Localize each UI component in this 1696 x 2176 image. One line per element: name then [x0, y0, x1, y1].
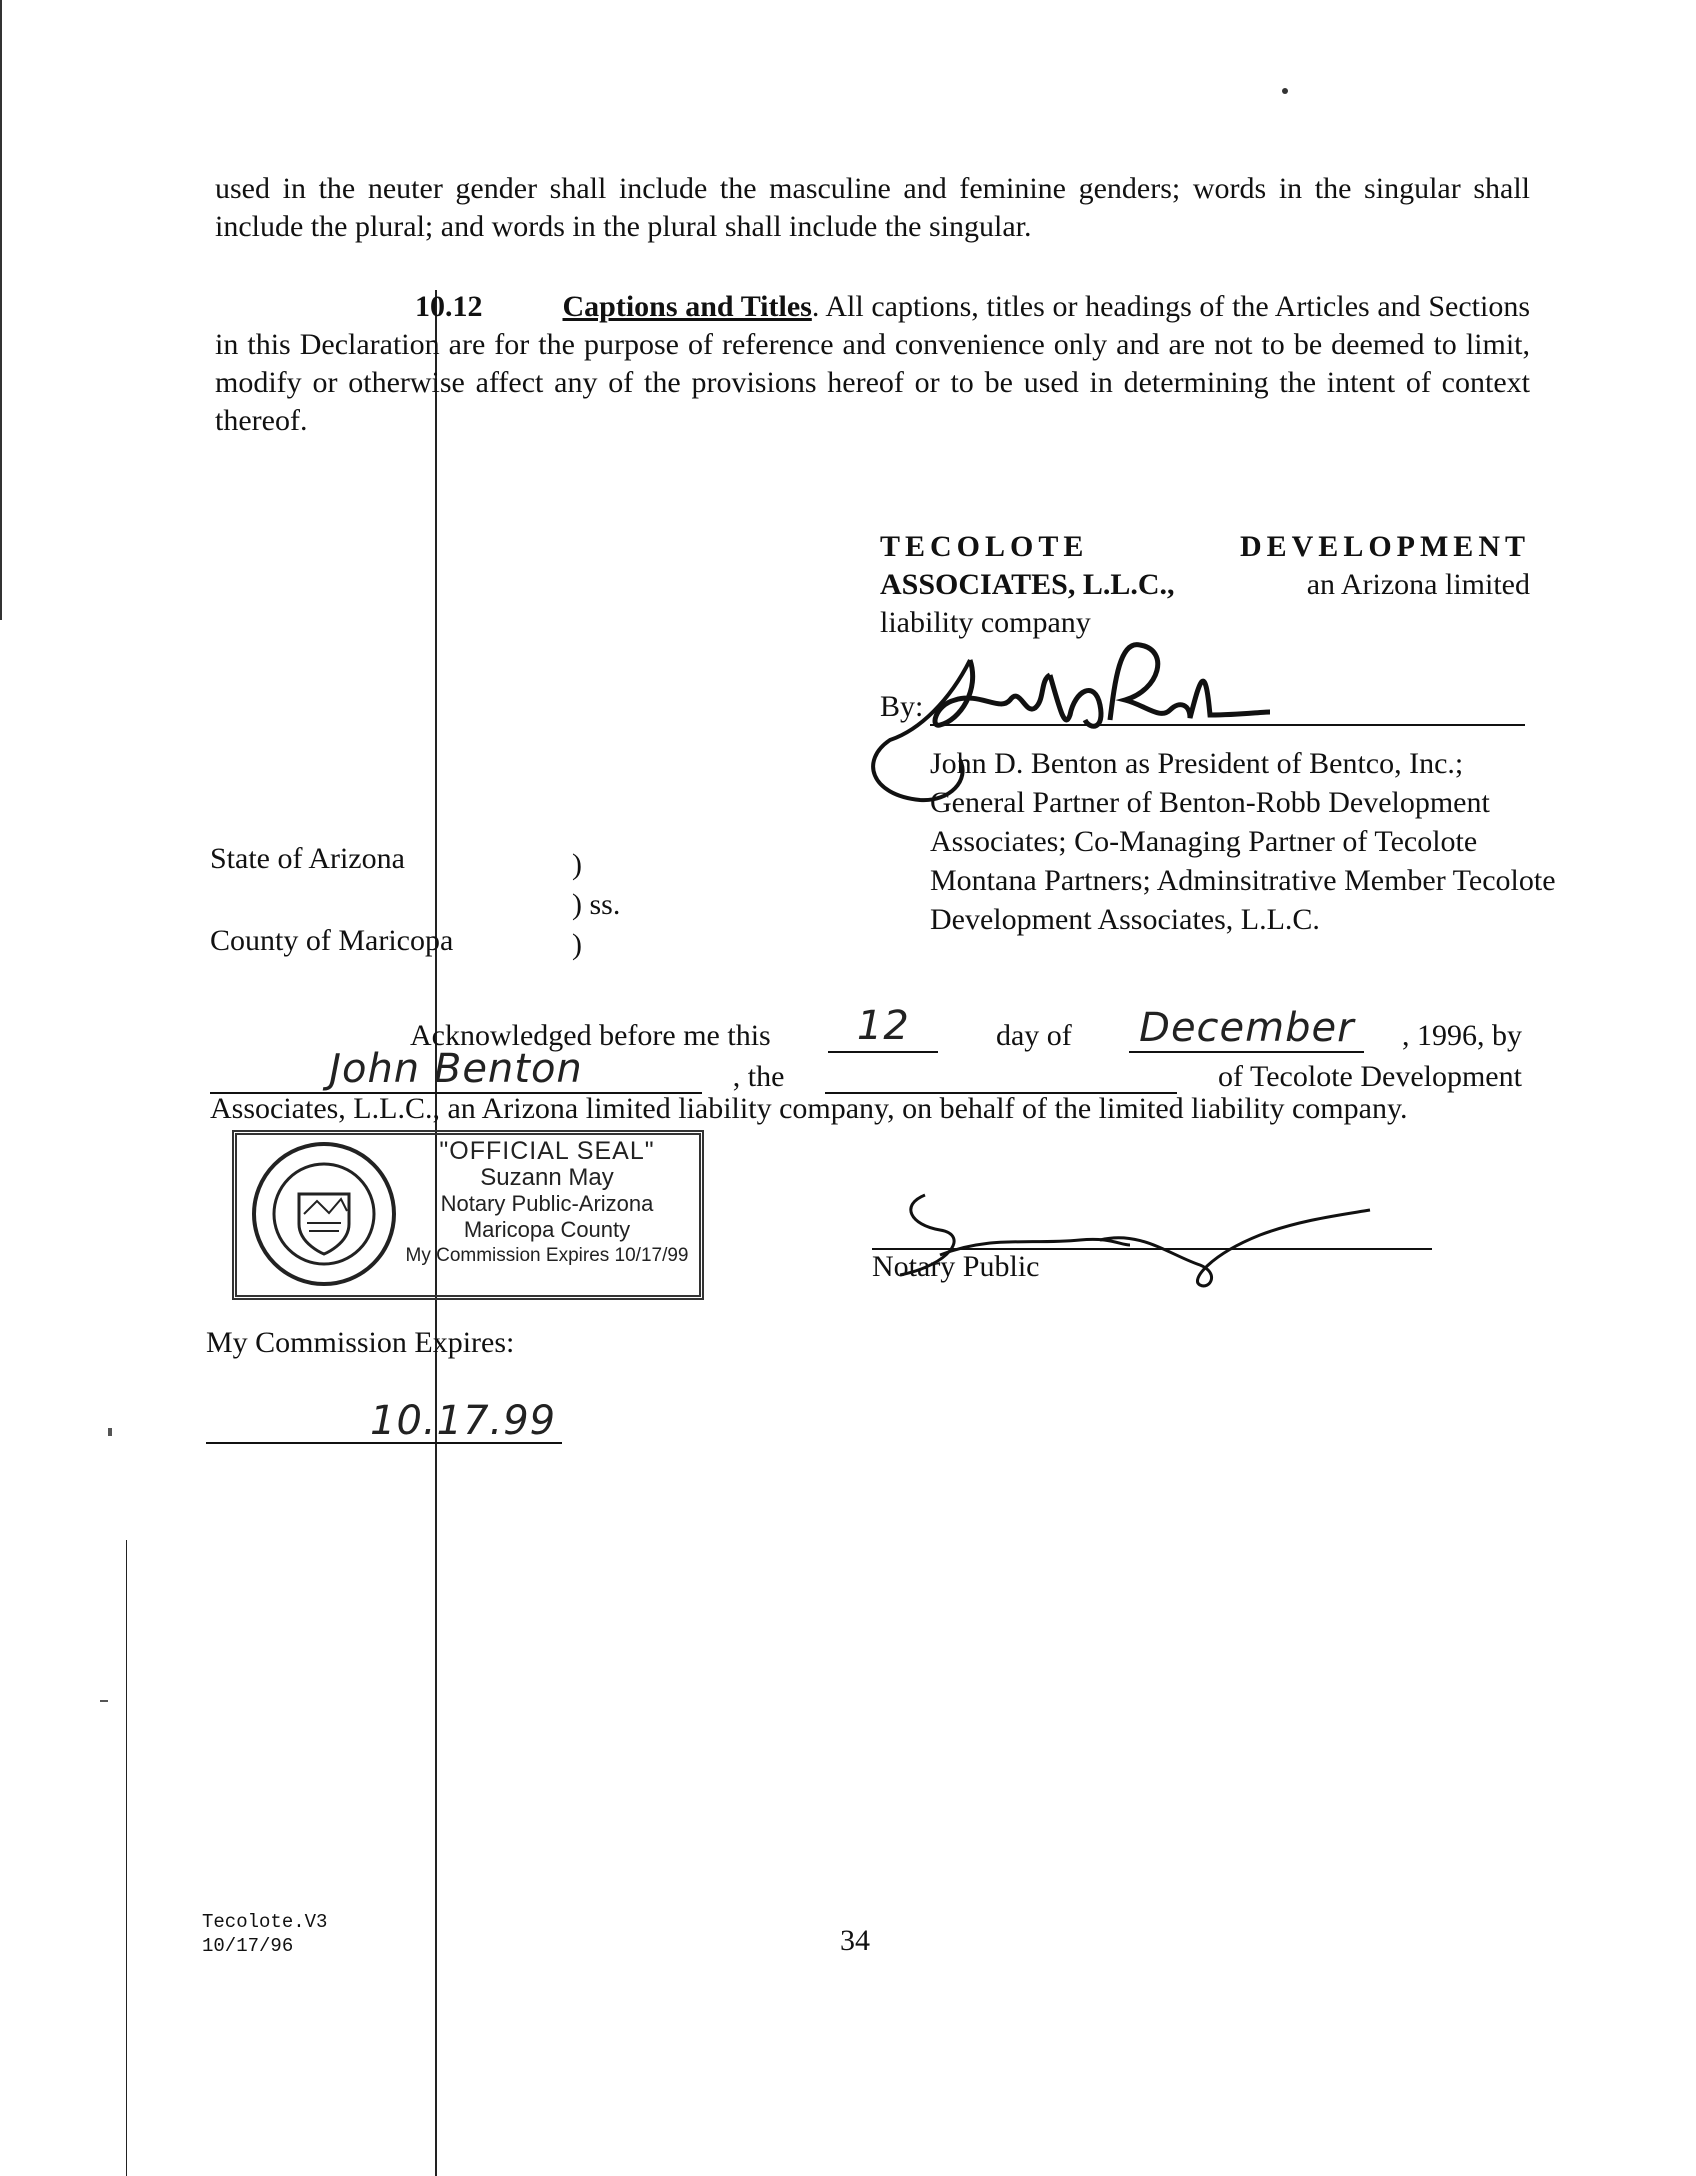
- official-seal-stamp: [232, 1130, 704, 1300]
- section-10-12: [215, 288, 1530, 440]
- section-title: Captions and Titles: [562, 290, 812, 323]
- scan-speck: [0, 0, 2, 620]
- commission-expires-label: My Commission Expires:: [206, 1326, 515, 1359]
- paragraph-genders: used in the neuter gender shall include the masculine and feminine genders; words in the singular shall include the plural; and words in the plural shall include the singular.: [215, 172, 1530, 243]
- seal-text-block: "OFFICIAL SEAL" Suzann May Notary Public-Arizona Maricopa County My Commission Expires 10/17/99: [405, 1137, 689, 1266]
- commission-expires-value: 10.17.99: [370, 1398, 557, 1444]
- left-margin-artifact: [126, 1540, 127, 2176]
- section-number: 10.12: [415, 290, 483, 323]
- ack-month-value: December: [1139, 1005, 1355, 1051]
- venue-ss: ) ss.: [572, 888, 621, 921]
- venue-state: State of Arizona: [210, 842, 405, 875]
- page-number: 34: [840, 1924, 870, 1957]
- scan-speck: [100, 1700, 108, 1702]
- ack-name-value: John Benton: [329, 1046, 583, 1092]
- venue-paren-1: ): [572, 848, 582, 881]
- by-label: By:: [880, 690, 924, 723]
- scan-speck: [1282, 88, 1288, 94]
- venue-county: County of Maricopa: [210, 924, 454, 957]
- ack-line-3: Associates, L.L.C., an Arizona limited liability company, on behalf of the limited liability company.: [210, 1092, 1408, 1125]
- venue-paren-3: ): [572, 928, 582, 961]
- ack-day-value: 12: [856, 1003, 910, 1049]
- company-name-block: TECOLOTE DEVELOPMENT ASSOCIATES, L.L.C., an Arizona limited liability company: [880, 530, 1530, 639]
- footer-file-info: Tecolote.V3 10/17/96: [202, 1911, 328, 1957]
- section-text: . All captions, titles or headings of the Articles and Sections in this Declaration are for the purpose of reference and convenience only and are not to be deemed to limit, modify or otherwise affect any of the provisions hereof or to be used in determining the intent of context thereof.: [215, 290, 1530, 437]
- state-seal-graphic: [249, 1139, 399, 1289]
- notary-public-label: Notary Public: [872, 1250, 1040, 1283]
- ack-line-2: John Benton , the of Tecolote Development: [210, 1046, 1522, 1094]
- signer-description: John D. Benton as President of Bentco, Inc.; General Partner of Benton-Robb Development Associates; Co-Managing Partner of Tecolote Montana Partners; Adminsitrative Member Tecolote Development Associates, L.L.C.: [930, 747, 1556, 936]
- scan-speck: [108, 1428, 112, 1436]
- ack-line-1: Acknowledged before me this 12 day of December , 1996, by: [410, 1003, 1522, 1052]
